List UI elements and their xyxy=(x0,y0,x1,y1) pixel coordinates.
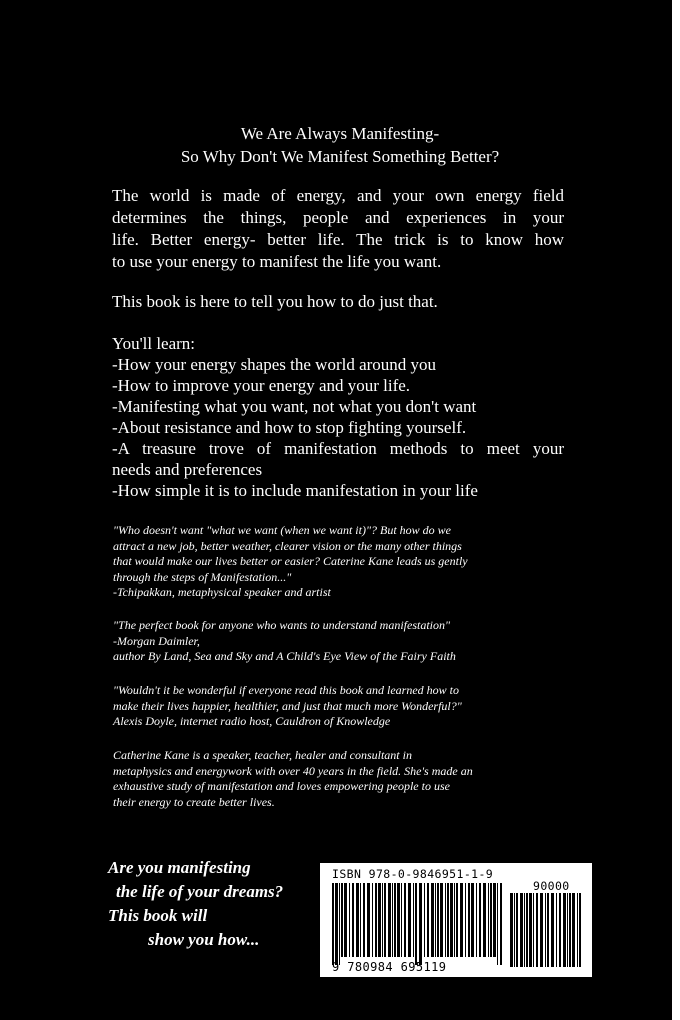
book-statement xyxy=(112,291,564,312)
testimonial-tchipakkan xyxy=(113,523,563,601)
barcode-bar xyxy=(363,883,365,957)
barcode-bar xyxy=(352,883,354,957)
barcode-bar xyxy=(569,893,571,967)
isbn-barcode xyxy=(320,863,592,977)
barcode-bar xyxy=(465,883,466,957)
barcode-bar xyxy=(445,883,446,957)
barcode-bar xyxy=(431,883,434,957)
barcode-bar xyxy=(332,883,334,965)
barcode-bar xyxy=(384,883,386,957)
quote-line: that would make our lives better or easier? Caterine Kane leads us gently xyxy=(113,554,468,568)
barcode-bar xyxy=(567,893,568,967)
back-cover-heading xyxy=(0,122,680,168)
barcode-bar xyxy=(440,883,443,957)
barcode-bar xyxy=(339,883,340,965)
barcode-bar xyxy=(447,883,449,957)
barcode-bar xyxy=(335,883,338,965)
tagline-line: This book will xyxy=(108,906,208,925)
barcode-bar xyxy=(524,893,525,967)
barcode-bar xyxy=(533,893,534,967)
quote-line: attract a new job, better weather, clearer vision or the many other things xyxy=(113,538,462,553)
barcode-bar xyxy=(545,893,546,967)
barcode-bar xyxy=(471,883,474,957)
barcode-bar xyxy=(388,883,391,957)
quote-line: "Wouldn't it be wonderful if everyone read this book and learned how to xyxy=(113,683,460,697)
learn-item: -How simple it is to include manifestation in your life xyxy=(112,481,478,500)
barcode-bar xyxy=(572,893,575,967)
barcode-bar xyxy=(500,883,502,965)
barcode-bar xyxy=(437,883,439,957)
barcode-bar xyxy=(372,883,373,957)
quote-line: "Who doesn't want "what we want (when we want it)"? But how do we xyxy=(113,523,452,537)
barcode-bar xyxy=(404,883,406,957)
barcode-bar xyxy=(490,883,492,957)
barcode-bar xyxy=(392,883,393,957)
barcode-bar xyxy=(547,893,549,967)
quote-line: make their lives happier, healthier, and just that much more Wonderful?" xyxy=(113,698,462,713)
quote-attribution: -Morgan Daimler, xyxy=(113,633,200,648)
tagline-line: the life of your dreams? xyxy=(116,882,284,901)
quote-line: "The perfect book for anyone who wants to understand manifestation" xyxy=(113,618,451,632)
barcode-bar xyxy=(450,883,453,957)
barcode-bar xyxy=(435,883,436,957)
author-bio xyxy=(113,748,563,810)
heading-line-1: We Are Always Manifesting- xyxy=(240,124,440,143)
learn-title: You'll learn: xyxy=(112,334,196,353)
heading-line-2: So Why Don't We Manifest Something Better? xyxy=(180,147,500,166)
intro-line: The world is made of energy, and your own energy field xyxy=(112,186,564,205)
barcode-bar xyxy=(341,883,343,957)
barcode-bar xyxy=(579,893,581,967)
learn-item: -How to improve your energy and your life. xyxy=(112,376,411,395)
barcode-bar xyxy=(559,893,561,967)
tagline-line: Are you manifesting xyxy=(108,858,251,877)
learn-item: needs and preferences xyxy=(112,460,263,479)
learn-item: -Manifesting what you want, not what you don't want xyxy=(112,397,477,416)
bio-line: Catherine Kane is a speaker, teacher, healer and consultant in xyxy=(113,748,412,762)
barcode-bar xyxy=(454,883,455,957)
barcode-bar xyxy=(526,893,528,967)
barcode-bar xyxy=(382,883,383,957)
barcode-bar xyxy=(460,883,463,957)
bio-line: metaphysics and energywork with over 40 years in the field. She's made an xyxy=(113,763,473,778)
price-code: 90000 xyxy=(533,879,570,893)
barcode-bar xyxy=(514,893,515,967)
barcode-bar xyxy=(520,893,523,967)
barcode-bar xyxy=(397,883,400,957)
barcode-bar xyxy=(360,883,361,957)
barcode-bar xyxy=(497,883,498,965)
book-line: This book is here to tell you how to do just that. xyxy=(112,292,438,311)
barcode-bar xyxy=(510,893,513,967)
barcode-bar xyxy=(479,883,481,957)
intro-line: life. Better energy- better life. The trick is to know how xyxy=(112,230,564,249)
barcode-bar xyxy=(419,883,422,965)
barcode-bar xyxy=(577,893,578,967)
quote-attribution: author By Land, Sea and Sky and A Child's Eye View of the Fairy Faith xyxy=(113,649,456,663)
barcode-bar xyxy=(415,883,417,965)
bio-line: their energy to create better lives. xyxy=(113,794,275,809)
barcode-bar xyxy=(516,893,518,967)
barcode-bar xyxy=(394,883,396,957)
learn-item: -A treasure trove of manifestation methods to meet your xyxy=(112,439,564,458)
bio-line: exhaustive study of manifestation and loves empowering people to use xyxy=(113,779,450,793)
barcode-bar xyxy=(456,883,458,957)
barcode-bar xyxy=(476,883,477,957)
barcode-bar xyxy=(427,883,429,957)
barcode-bar xyxy=(493,883,496,957)
barcode-bar xyxy=(424,883,425,957)
isbn-text: ISBN 978-0-9846951-1-9 xyxy=(332,867,494,881)
barcode-bar xyxy=(540,893,543,967)
intro-line: to use your energy to manifest the life you want. xyxy=(112,252,442,271)
quote-attribution: Alexis Doyle, internet radio host, Cauldron of Knowledge xyxy=(113,714,391,728)
barcode-bar xyxy=(488,883,489,957)
barcode-bar xyxy=(408,883,411,957)
barcode-bar xyxy=(378,883,381,957)
learn-item: -How your energy shapes the world around you xyxy=(112,355,437,374)
tagline xyxy=(108,856,283,952)
barcode-bar xyxy=(483,883,486,957)
barcode-bar xyxy=(344,883,347,957)
barcode-bar xyxy=(375,883,377,957)
quote-attribution: -Tchipakkan, metaphysical speaker and artist xyxy=(113,585,331,599)
learn-list xyxy=(112,333,564,501)
barcode-bar xyxy=(356,883,359,957)
barcode-digits: 9 780984 695119 xyxy=(332,960,447,974)
barcode-bar xyxy=(401,883,402,957)
testimonial-alexis-doyle xyxy=(113,683,563,730)
barcode-bar xyxy=(563,893,566,967)
barcode-bar xyxy=(529,893,532,967)
tagline-line: show you how... xyxy=(148,930,260,949)
intro-paragraph xyxy=(112,185,564,273)
learn-item: -About resistance and how to stop fighting yourself. xyxy=(112,418,467,437)
testimonial-morgan-daimler xyxy=(113,618,563,665)
barcode-bar xyxy=(349,883,350,957)
barcode-bar xyxy=(468,883,470,957)
barcode-bar xyxy=(551,893,554,967)
intro-line: determines the things, people and experiences in your xyxy=(112,208,564,227)
quote-line: through the steps of Manifestation..." xyxy=(113,569,292,584)
barcode-bar xyxy=(556,893,557,967)
barcode-bar xyxy=(413,883,414,957)
barcode-bar xyxy=(367,883,370,957)
barcode-bar xyxy=(536,893,538,967)
